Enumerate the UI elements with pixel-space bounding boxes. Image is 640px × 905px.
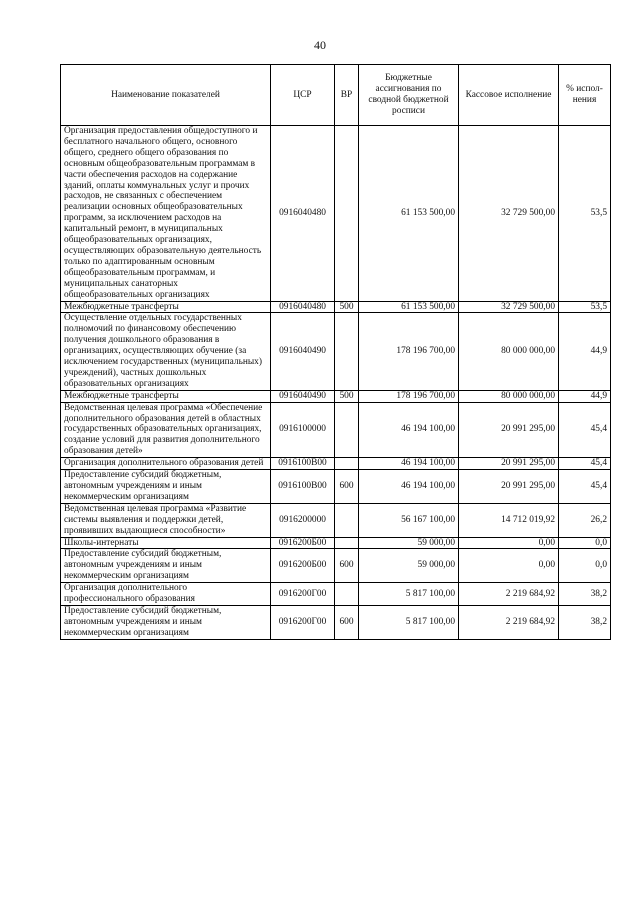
row-name: Межбюджетные трансферты: [61, 301, 271, 313]
row-cash-execution: 20 991 295,00: [459, 458, 559, 470]
row-csr: 0916040490: [271, 390, 335, 402]
row-name: Ведомственная целевая программа «Обеспечение дополнительного образования детей в областных государственных образовательных организациях, создание условий для развития дополнительного образования детей»: [61, 402, 271, 458]
row-vr: [335, 537, 359, 549]
row-cash-execution: 32 729 500,00: [459, 301, 559, 313]
row-csr: 0916040480: [271, 301, 335, 313]
row-percent: 0,0: [559, 537, 611, 549]
table-row: [61, 470, 611, 504]
table-row: [61, 549, 611, 583]
row-cash-execution: 2 219 684,92: [459, 605, 559, 639]
row-percent: 44,9: [559, 390, 611, 402]
row-csr: 0916040480: [271, 126, 335, 302]
row-csr: 0916200Г00: [271, 583, 335, 606]
row-csr: 0916100В00: [271, 470, 335, 504]
row-name: Организация дополнительного профессионального образования: [61, 583, 271, 606]
row-percent: 38,2: [559, 583, 611, 606]
row-vr: [335, 126, 359, 302]
row-vr: 500: [335, 301, 359, 313]
row-percent: 45,4: [559, 470, 611, 504]
header-csr: ЦСР: [271, 65, 335, 126]
row-csr: 0916200Б00: [271, 549, 335, 583]
header-vr: ВР: [335, 65, 359, 126]
table-body: [61, 126, 611, 640]
row-name: Организация дополнительного образования детей: [61, 458, 271, 470]
row-assignments: 61 153 500,00: [359, 301, 459, 313]
row-name: Предоставление субсидий бюджетным, автономным учреждениям и иным некоммерческим организациям: [61, 470, 271, 504]
row-vr: 500: [335, 390, 359, 402]
table-row: [61, 458, 611, 470]
page-number: 40: [314, 38, 326, 52]
row-assignments: 46 194 100,00: [359, 458, 459, 470]
row-vr: 600: [335, 549, 359, 583]
header-cash-execution: Кассовое исполнение: [459, 65, 559, 126]
row-assignments: 178 196 700,00: [359, 313, 459, 390]
table-row: [61, 605, 611, 639]
row-cash-execution: 2 219 684,92: [459, 583, 559, 606]
row-assignments: 59 000,00: [359, 549, 459, 583]
row-name: Организация предоставления общедоступного и бесплатного начального общего, основного общего, среднего общего образования по основным общеобразовательным программам в части обеспечения расходов на содержание зданий, оплаты коммунальных услуг и прочих расходов, не связанных с обеспечением реализации основных общеобразовательных программ, за исключением расходов на капитальный ремонт, в муниципальных общеобразовательных организациях, осуществляющих образовательную деятельность только по адаптированным основным общеобразовательным программам, и муниципальных санаторных общеобразовательных организациях: [61, 126, 271, 302]
budget-execution-table: [60, 64, 611, 640]
row-assignments: 46 194 100,00: [359, 470, 459, 504]
row-assignments: 5 817 100,00: [359, 583, 459, 606]
row-vr: 600: [335, 605, 359, 639]
row-percent: 45,4: [559, 402, 611, 458]
row-vr: 600: [335, 470, 359, 504]
row-csr: 0916040490: [271, 313, 335, 390]
row-percent: 0,0: [559, 549, 611, 583]
table-row: [61, 313, 611, 390]
row-vr: [335, 583, 359, 606]
row-vr: [335, 402, 359, 458]
row-vr: [335, 458, 359, 470]
row-assignments: 5 817 100,00: [359, 605, 459, 639]
table-row: [61, 503, 611, 537]
row-name: Школы-интернаты: [61, 537, 271, 549]
row-name: Осуществление отдельных государственных полномочий по финансовому обеспечению получения дошкольного образования в организациях, осуществляющих обучение (за исключением государственных (муниципальных) учреждений), частных дошкольных образовательных организациях: [61, 313, 271, 390]
table-row: [61, 583, 611, 606]
header-percent: % испол-нения: [559, 65, 611, 126]
table-row: [61, 402, 611, 458]
row-cash-execution: 0,00: [459, 537, 559, 549]
row-cash-execution: 32 729 500,00: [459, 126, 559, 302]
row-percent: 45,4: [559, 458, 611, 470]
row-name: Межбюджетные трансферты: [61, 390, 271, 402]
table-row: [61, 390, 611, 402]
header-assignments: Бюджетные ассигнования по сводной бюджетной росписи: [359, 65, 459, 126]
row-assignments: 178 196 700,00: [359, 390, 459, 402]
row-percent: 53,5: [559, 301, 611, 313]
row-name: Ведомственная целевая программа «Развитие системы выявления и поддержки детей, проявивших выдающиеся способности»: [61, 503, 271, 537]
row-percent: 38,2: [559, 605, 611, 639]
row-name: Предоставление субсидий бюджетным, автономным учреждениям и иным некоммерческим организациям: [61, 549, 271, 583]
header-row: [61, 65, 611, 126]
row-cash-execution: 20 991 295,00: [459, 470, 559, 504]
table-row: [61, 537, 611, 549]
row-percent: 44,9: [559, 313, 611, 390]
table-row: [61, 126, 611, 302]
row-assignments: 46 194 100,00: [359, 402, 459, 458]
row-csr: 0916200Б00: [271, 537, 335, 549]
row-cash-execution: 20 991 295,00: [459, 402, 559, 458]
row-cash-execution: 0,00: [459, 549, 559, 583]
row-vr: [335, 503, 359, 537]
row-assignments: 61 153 500,00: [359, 126, 459, 302]
row-cash-execution: 80 000 000,00: [459, 313, 559, 390]
row-cash-execution: 14 712 019,92: [459, 503, 559, 537]
row-name: Предоставление субсидий бюджетным, автономным учреждениям и иным некоммерческим организациям: [61, 605, 271, 639]
row-csr: 0916200000: [271, 503, 335, 537]
row-percent: 53,5: [559, 126, 611, 302]
row-percent: 26,2: [559, 503, 611, 537]
row-assignments: 56 167 100,00: [359, 503, 459, 537]
row-csr: 0916100В00: [271, 458, 335, 470]
table-header: [61, 65, 611, 126]
header-name: Наименование показателей: [61, 65, 271, 126]
row-csr: 0916100000: [271, 402, 335, 458]
row-csr: 0916200Г00: [271, 605, 335, 639]
table-row: [61, 301, 611, 313]
row-cash-execution: 80 000 000,00: [459, 390, 559, 402]
row-assignments: 59 000,00: [359, 537, 459, 549]
row-vr: [335, 313, 359, 390]
